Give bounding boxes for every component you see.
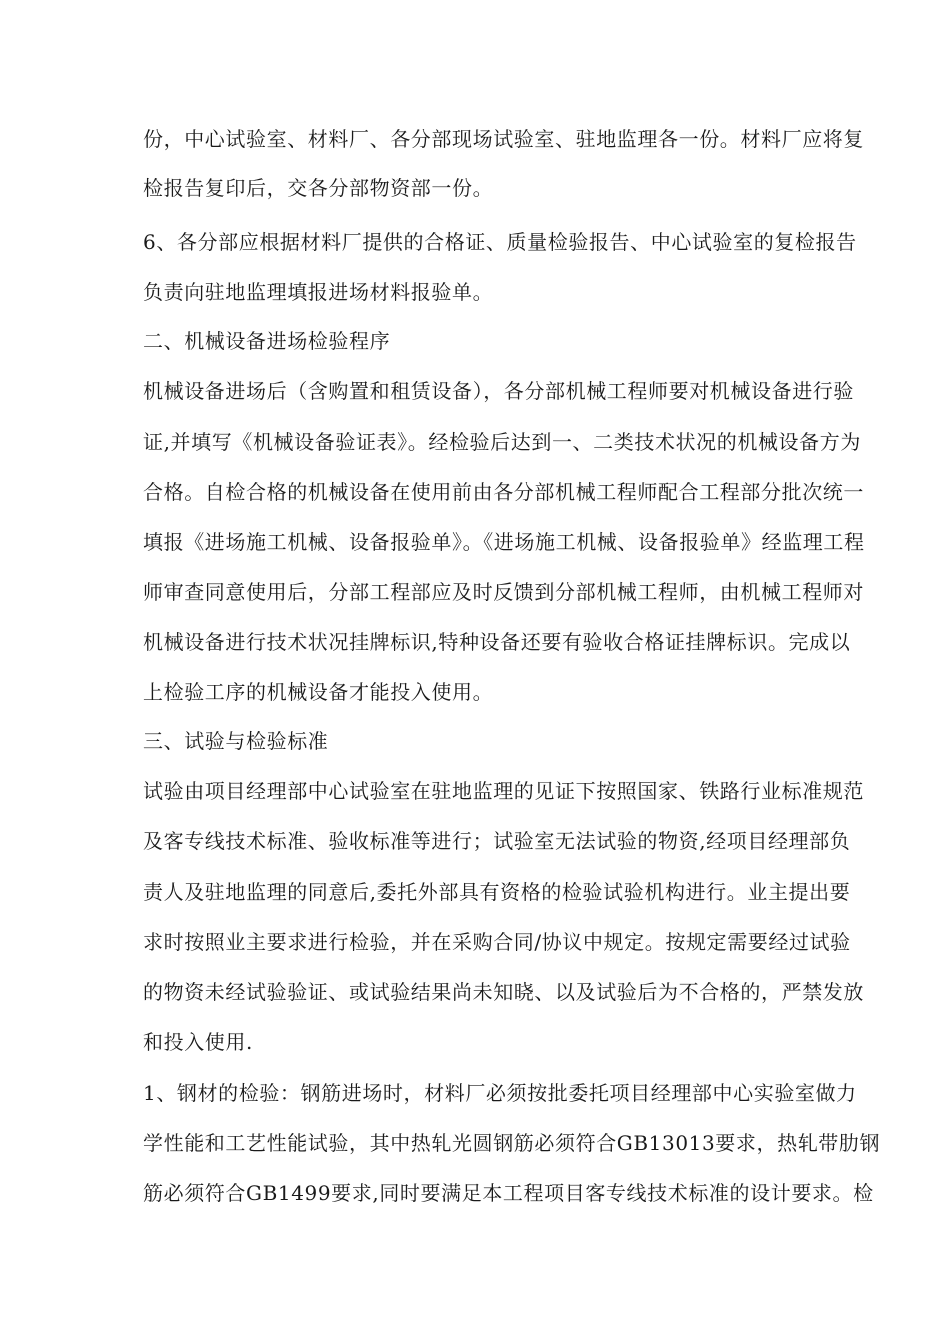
section-heading: 二、机械设备进场检验程序 (143, 329, 391, 353)
text-line: 1、钢材的检验：钢筋进场时，材料厂必须按批委托项目经理部中心实验室做力 (143, 1081, 857, 1105)
text-line: 负责向驻地监理填报进场材料报验单。 (143, 280, 494, 304)
text-line: 检报告复印后，交各分部物资部一份。 (143, 176, 494, 200)
text-line: 师审查同意使用后，分部工程部应及时反馈到分部机械工程师，由机械工程师对 (143, 580, 864, 604)
text-line: 合格。自检合格的机械设备在使用前由各分部机械工程师配合工程部分批次统一 (143, 480, 864, 504)
text-line: 填报《进场施工机械、设备报验单》。《进场施工机械、设备报验单》经监理工程 (143, 530, 865, 554)
text-line: 份，中心试验室、材料厂、各分部现场试验室、驻地监理各一份。材料厂应将复 (143, 127, 864, 151)
text-line: 和投入使用. (143, 1030, 253, 1054)
text-line: 上检验工序的机械设备才能投入使用。 (143, 680, 494, 704)
text-line: 学性能和工艺性能试验，其中热轧光圆钢筋必须符合GB13013要求，热轧带肋钢 (143, 1131, 881, 1155)
text-line: 6、各分部应根据材料厂提供的合格证、质量检验报告、中心试验室的复检报告 (143, 230, 857, 254)
text-line: 求时按照业主要求进行检验，并在采购合同/协议中规定。按规定需要经过试验 (143, 930, 851, 954)
text-line: 筋必须符合GB1499要求,同时要满足本工程项目客专线技术标准的设计要求。检 (143, 1181, 874, 1205)
text-line: 及客专线技术标准、验收标准等进行；试验室无法试验的物资,经项目经理部负 (143, 829, 851, 853)
text-line: 证,并填写《机械设备验证表》。经检验后达到一、二类技术状况的机械设备方为 (143, 430, 861, 454)
section-heading: 三、试验与检验标准 (143, 729, 329, 753)
text-line: 试验由项目经理部中心试验室在驻地监理的见证下按照国家、铁路行业标准规范 (143, 779, 864, 803)
text-line: 的物资未经试验验证、或试验结果尚未知晓、以及试验后为不合格的，严禁发放 (143, 980, 864, 1004)
text-line: 机械设备进场后（含购置和租赁设备），各分部机械工程师要对机械设备进行验 (143, 379, 854, 403)
text-line: 责人及驻地监理的同意后,委托外部具有资格的检验试验机构进行。业主提出要 (143, 880, 851, 904)
text-line: 机械设备进行技术状况挂牌标识,特种设备还要有验收合格证挂牌标识。完成以 (143, 630, 851, 654)
